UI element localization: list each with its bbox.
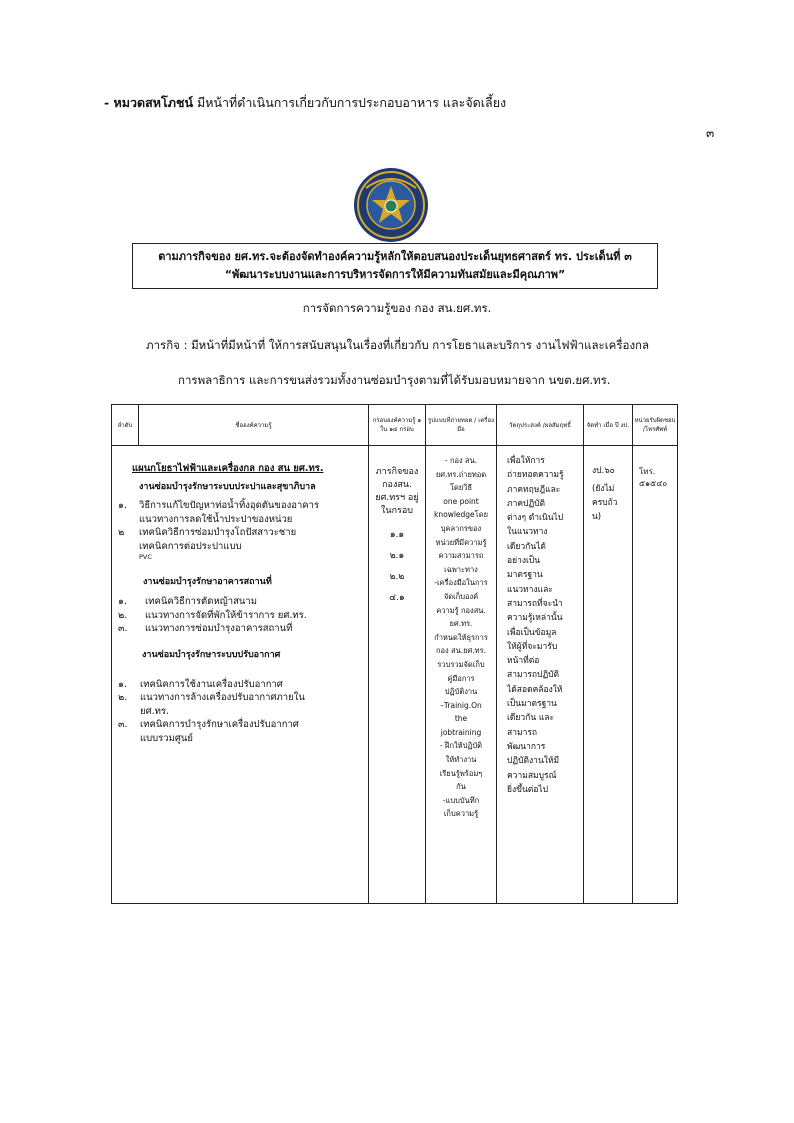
method-line: กำหนดให้ธุรการ (434, 632, 488, 642)
method-line: คู่มือการ (447, 673, 475, 683)
objective-line: หน้าที่ต่อ (507, 656, 540, 667)
objective-line: ปฏิบัติงานให้มี (507, 756, 560, 767)
group-items (112, 595, 368, 636)
item-text: เทคนิควิธีการซ่อมบำรุงโถปัสสาวะชาย (139, 527, 297, 538)
frame-line: ในกรอบ (381, 506, 413, 516)
item-number: ๒. (118, 609, 128, 621)
frame-code: ๒.๑ (389, 551, 405, 561)
km-table (111, 404, 678, 904)
group-items (112, 678, 368, 746)
objective-line: ถ่ายทอดความรู้ (507, 470, 564, 481)
method-line: ยศ.ทร.ถ่ายทอด (435, 469, 487, 479)
objective-line: ภาคปฏิบัติ (507, 498, 546, 509)
method-line: - ฝึกให้ปฏิบัติ (439, 741, 483, 751)
contact-cell (633, 446, 678, 904)
frame-cell (369, 446, 426, 904)
schedule-note: (ยังไม่ (592, 484, 615, 494)
frame-line: ยศ.ทรฯ อยู่ (375, 493, 419, 503)
objective-line: ในแนวทาง (507, 527, 548, 538)
objective-line: ได้สอดคล้องให้ (507, 684, 563, 695)
group-title: งานซ่อมบำรุงรักษาอาคารสถานที่ (143, 577, 272, 587)
method-line: the (454, 714, 468, 724)
method-line: กอง สน.ยศ.ทร. (435, 646, 487, 656)
schedule-note: น) (592, 512, 602, 522)
page-number: ๓ (706, 126, 715, 140)
header-objective: วัตถุประสงค์ /ผลสัมฤทธิ์ (497, 405, 584, 446)
item-number: ๓. (118, 719, 128, 730)
item-text: เทคนิควิธีการตัดหญ้าสนาม (145, 596, 257, 607)
list-item (112, 513, 368, 527)
objective-line: เป็นมาตรฐาน (507, 699, 557, 710)
mission-box-line2: “พัฒนาระบบงานและการบริหารจัดการให้มีความทันสมัยและมีคุณภาพ” (224, 268, 566, 281)
list-item (112, 691, 368, 705)
objective-cell (497, 446, 584, 904)
method-line: - กอง สน. (444, 456, 478, 465)
item-text: เทคนิคการบำรุงรักษาเครื่องปรับอากาศ (140, 719, 299, 730)
method-line: โดยวิธี (449, 483, 473, 493)
mission-box-line1: ตามภารกิจของ ยศ.ทร.จะต้องจัดทำองค์ความรู้หลักให้ตอบสนองประเด็นยุทธศาสตร์ ทร. ประเด็นที่ ๓ (158, 250, 632, 263)
list-item (112, 622, 368, 636)
objective-line: ความสมบูรณ์ (507, 770, 557, 781)
item-number: ๑. (118, 596, 128, 607)
header-schedule: จัดทำ เมื่อ ปี งป. (584, 405, 633, 446)
method-line: -แบบบันทึก (442, 795, 480, 805)
group-title: งานซ่อมบำรุงรักษาระบบปรับอากาศ (142, 649, 281, 660)
objective-line: เพื่อเป็นข้อมูล (507, 627, 557, 638)
list-item (112, 678, 368, 692)
item-text: แนวทางการซ่อมบำรุงอาคารสถานที่ (145, 623, 293, 634)
objective-line: สามารถ (507, 727, 538, 738)
method-line: ปฏิบัติงาน (444, 687, 478, 697)
method-line: จัดเก็บองค์ (443, 591, 479, 601)
method-line: เรียนรู้พร้อมๆ (439, 768, 483, 778)
method-line: ความรู้ กองสน. (436, 605, 486, 615)
list-item (112, 526, 368, 540)
frame-code: ๑.๑ (389, 530, 405, 540)
item-text: เทคนิคการต่อประปาแบบ (139, 540, 242, 552)
method-line: one point (443, 496, 479, 506)
group-items (112, 499, 368, 562)
list-item (112, 595, 368, 609)
km-title: การจัดการความรู้ของ กอง สน.ยศ.ทร. (302, 301, 492, 315)
method-line: –Trainig.On (440, 700, 482, 710)
item-text: แนวทางการล้างเครื่องปรับอากาศภายใน (140, 692, 305, 703)
frame-code: ๒.๒ (389, 572, 405, 582)
item-text: เทคนิคการใช้งานเครื่องปรับอากาศ (140, 678, 283, 690)
list-item (112, 732, 368, 746)
schedule-note: ครบถ้ว (592, 498, 618, 508)
item-number (112, 732, 140, 746)
item-number (112, 513, 139, 527)
objective-line: สามารถที่จะนำ (507, 598, 563, 609)
method-line: -เครื่องมือในการ (434, 578, 488, 588)
objective-line: แนวทางและ (507, 584, 553, 595)
item-number: ๑. (118, 678, 128, 690)
method-line: ความสามารถ (438, 551, 484, 561)
item-number: ๒ (118, 527, 125, 538)
item-number: ๑. (118, 500, 128, 511)
item-note: PVC (139, 553, 152, 561)
method-line: ยศ.ทร. (449, 619, 473, 629)
item-number: ๒. (118, 692, 128, 703)
frame-line: ภารกิจของ (375, 467, 419, 477)
objective-line: เดียวกันได้ (507, 541, 546, 552)
objective-line: เพื่อให้การ (507, 456, 545, 466)
list-item (112, 499, 368, 513)
mission-text-line2: การพลาธิการ และการขนส่งรวมทั้งงานซ่อมบำรุงตามที่ได้รับมอบหมายจาก นขต.ยศ.ทร. (178, 373, 611, 387)
objective-line: อย่างเป็น (507, 556, 541, 567)
header-method: รูปแบบที่ถ่ายทอด / เครื่องมือ (426, 405, 497, 446)
method-line: jobtraining (440, 727, 482, 737)
objective-line: ต่างๆ ดำเนินไป (507, 513, 564, 524)
mission-text-line1: ภารกิจ : มีหน้าที่มีหน้าที่ ให้การสนับสนุนในเรื่องที่เกี่ยวกับ การโยธาและบริการ งานไฟฟ้าและเครื่องกล (146, 338, 650, 352)
method-line: เฉพาะทาง (444, 564, 478, 574)
objective-line: เดียวกัน และ (507, 713, 555, 724)
method-cell (426, 446, 497, 904)
item-text: แนวทางการจัดที่พักให้ข้าราการ ยศ.ทร. (145, 609, 307, 621)
section-title: แผนกโยธาไฟฟ้าและเครื่องกล กอง สน ยศ.ทร. (132, 463, 324, 474)
group-title: งานซ่อมบำรุงรักษาระบบประปาและสุขาภิบาล (139, 482, 316, 492)
schedule-cell (584, 446, 633, 904)
list-item (112, 718, 368, 732)
unit-duty: มีหน้าที่ดำเนินการเกี่ยวกับการประกอบอาหาร และจัดเลี้ยง (193, 95, 507, 110)
frame-code: ๔.๑ (389, 593, 405, 603)
item-number: ๓. (118, 623, 128, 634)
header-contact: หน่วยรับผิดชอบ /โทรศัพท์ (633, 405, 678, 446)
list-item (112, 540, 368, 554)
method-line: ให้ทำงาน (445, 755, 477, 765)
item-text: แนวทางการลดใช้น้ำประปาของหน่วย (139, 513, 293, 525)
header-seq: ลำดับ (112, 405, 139, 446)
frame-line: กองสน. (382, 480, 412, 490)
method-line: เก็บความรู้ (443, 809, 479, 819)
method-line: บุคลากรของ (440, 523, 482, 533)
header-topic: ชื่อองค์ความรู้ (139, 405, 369, 446)
list-item (112, 609, 368, 623)
navy-emblem-logo (352, 166, 430, 244)
method-line: หน่วยที่มีความรู้ (435, 537, 487, 547)
objective-line: ให้ผู้ที่จะมารับ (507, 641, 558, 652)
unit-name: - หมวดสหโภชน์ (104, 95, 194, 110)
objective-line: พัฒนาการ (507, 741, 546, 752)
table-header-row (112, 405, 678, 446)
method-line: knowledgeโดย (434, 510, 488, 520)
objective-line: ยิ่งขึ้นต่อไป (507, 784, 549, 795)
table-row (112, 446, 678, 904)
method-line: รวบรวมจัดเก็บ (437, 659, 485, 669)
schedule-year: งป.๖๐ (592, 466, 615, 476)
item-text: แบบรวมศูนย์ (140, 732, 193, 744)
unit-heading (104, 93, 506, 113)
list-item (112, 705, 368, 719)
contact-phone: ๕๑๕๔๐ (639, 479, 668, 488)
header-frame: กรอบองค์ความรู้ ๑ ใน ๑๔ กรอบ (369, 405, 426, 446)
objective-line: ความรู้เหล่านั้น (507, 613, 563, 624)
contact-label: โทร. (639, 467, 656, 476)
item-number (112, 540, 139, 554)
objective-line: ภาคทฤษฎีและ (507, 484, 561, 495)
item-text: ยศ.ทร. (140, 705, 170, 717)
method-line: กัน (456, 782, 466, 792)
item-number (112, 705, 140, 719)
mission-box (132, 243, 658, 289)
objective-line: สามารถปฏิบัติ (507, 670, 560, 681)
item-text: วิธีการแก้ไขปัญหาท่อน้ำทิ้งอุดตันของอาคาร (139, 500, 320, 511)
topic-cell (112, 446, 369, 904)
objective-line: มาตรฐาน (507, 570, 543, 581)
